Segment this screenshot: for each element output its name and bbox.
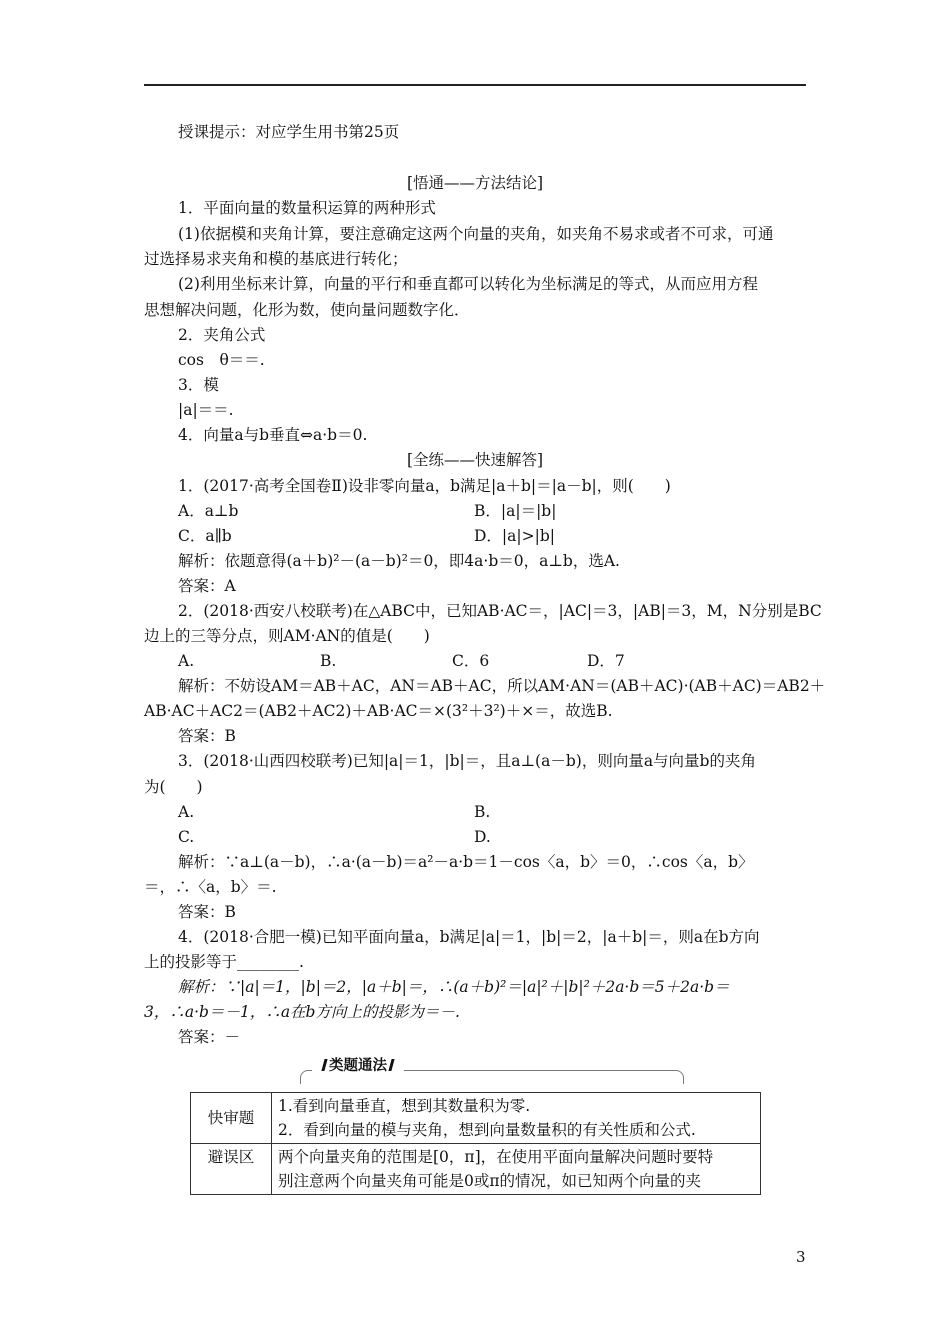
method-4: 4．向量a与b垂直⇔a·b＝0.: [178, 426, 368, 444]
method-3-formula: |a|＝＝.: [178, 401, 234, 419]
q2-stem-line2: 边上的三等分点，则AM·AN的值是( ): [144, 627, 430, 645]
q4-solution-line1: 解析：∵|a|＝1，|b|＝2，|a＋b|＝，∴(a＋b)²＝|a|²＋|b|²＋2a·b＝5＋2a·b＝: [178, 978, 730, 996]
method-1-p1-line2: 过选择易求夹角和模的基底进行转化；: [144, 250, 408, 268]
q3-answer: 答案：B: [178, 903, 236, 921]
section-practice-title: [全练——快速解答]: [406, 451, 544, 469]
q2-stem-line1: 2．(2018·西安八校联考)在△ABC中，已知AB·AC＝，|AC|＝3，|AB|＝3，M，N分别是BC: [178, 602, 822, 620]
row-line: 两个向量夹角的范围是[0，π]，在使用平面向量解决问题时要特: [278, 1148, 714, 1166]
q2-option-a: A.: [178, 652, 195, 670]
q3-stem-line1: 3．(2018·山西四校联考)已知|a|＝1，|b|＝，且a⊥(a－b)，则向量a与向量b的夹角: [178, 752, 756, 770]
q2-solution-line1: 解析：不妨设AM＝AB＋AC，AN＝AB＋AC，所以AM·AN＝(AB＋AC)·(AB＋AC)＝AB2＋: [178, 677, 826, 695]
header-rule: [144, 84, 806, 86]
banner-title: [312, 1056, 404, 1076]
row-body-avoid-errors: [272, 1144, 761, 1195]
method-1-p1-line1: (1)依据模和夹角计算，要注意确定这两个向量的夹角，如夹角不易求或者不可求，可通: [178, 225, 774, 243]
q1-stem: 1．(2017·高考全国卷Ⅱ)设非零向量a，b满足|a＋b|＝|a－b|，则( ): [178, 477, 671, 495]
q3-stem-line2: 为( ): [144, 778, 203, 796]
q2-option-c: C．6: [452, 652, 490, 670]
q2-option-d: D．7: [587, 652, 625, 670]
q1-solution: 解析：依题意得(a＋b)²－(a－b)²＝0，即4a·b＝0，a⊥b，选A.: [178, 552, 620, 570]
q4-stem-line2: 上的投影等于________.: [144, 953, 304, 971]
summary-table: [190, 1092, 761, 1195]
q4-stem-line1: 4．(2018·合肥一模)已知平面向量a，b满足|a|＝1，|b|＝2，|a＋b|＝，则a在b方向: [178, 928, 760, 946]
q1-option-d: D．|a|>|b|: [474, 527, 555, 545]
row-head-quick-review: 快审题: [191, 1093, 272, 1144]
row-line: 1.看到向量垂直，想到其数量积为零.: [278, 1097, 531, 1115]
method-3-title: 3．模: [178, 376, 219, 394]
q3-option-a: A.: [178, 803, 195, 821]
methods-summary-banner: [300, 1056, 684, 1084]
q2-solution-line2: AB·AC＋AC2＝(AB2＋AC2)＋AB·AC＝×(3²＋3²)＋×＝，故选B.: [144, 702, 613, 720]
slash-icon: [388, 1059, 394, 1071]
q4-answer: 答案：－: [178, 1028, 241, 1046]
method-2-formula: cos θ＝＝.: [178, 351, 265, 369]
q2-option-b: B.: [320, 652, 337, 670]
q1-answer: 答案：A: [178, 577, 236, 595]
page-number: 3: [796, 1248, 806, 1266]
q1-option-c: C．a∥b: [178, 527, 232, 545]
table-row: [191, 1093, 761, 1144]
method-1-p2-line1: (2)利用坐标来计算，向量的平行和垂直都可以转化为坐标满足的等式，从而应用方程: [178, 275, 758, 293]
section-methods-title: [悟通——方法结论]: [406, 174, 544, 192]
header-hint: 授课提示：对应学生用书第25页: [178, 123, 400, 141]
row-body-quick-review: [272, 1093, 761, 1144]
row-line: 别注意两个向量夹角可能是0或π的情况，如已知两个向量的夹: [278, 1172, 702, 1190]
q1-option-a: A．a⊥b: [178, 502, 239, 520]
slash-icon: [321, 1059, 327, 1071]
q3-solution-line1: 解析：∵a⊥(a－b)，∴a·(a－b)＝a²－a·b＝1－cos〈a，b〉＝0，∴cos〈a，b〉: [178, 853, 754, 871]
q1-option-b: B．|a|＝|b|: [474, 502, 557, 520]
method-2-title: 2．夹角公式: [178, 326, 266, 344]
table-row: [191, 1144, 761, 1195]
row-head-avoid-errors: 避误区: [191, 1144, 272, 1195]
q4-solution-line2: 3，∴a·b＝－1，∴a在b方向上的投影为＝－.: [144, 1003, 460, 1021]
method-1-title: 1．平面向量的数量积运算的两种形式: [178, 199, 436, 217]
q2-answer: 答案：B: [178, 727, 236, 745]
q3-option-c: C.: [178, 828, 195, 846]
q3-option-b: B.: [474, 803, 491, 821]
q3-solution-line2: ＝，∴〈a，b〉＝.: [144, 878, 277, 896]
method-1-p2-line2: 思想解决问题，化形为数，使向量问题数字化．: [144, 301, 470, 319]
q3-option-d: D.: [474, 828, 491, 846]
banner-title-text: 类题通法: [329, 1058, 387, 1074]
row-line: 2．看到向量的模与夹角，想到向量数量积的有关性质和公式.: [278, 1121, 696, 1139]
